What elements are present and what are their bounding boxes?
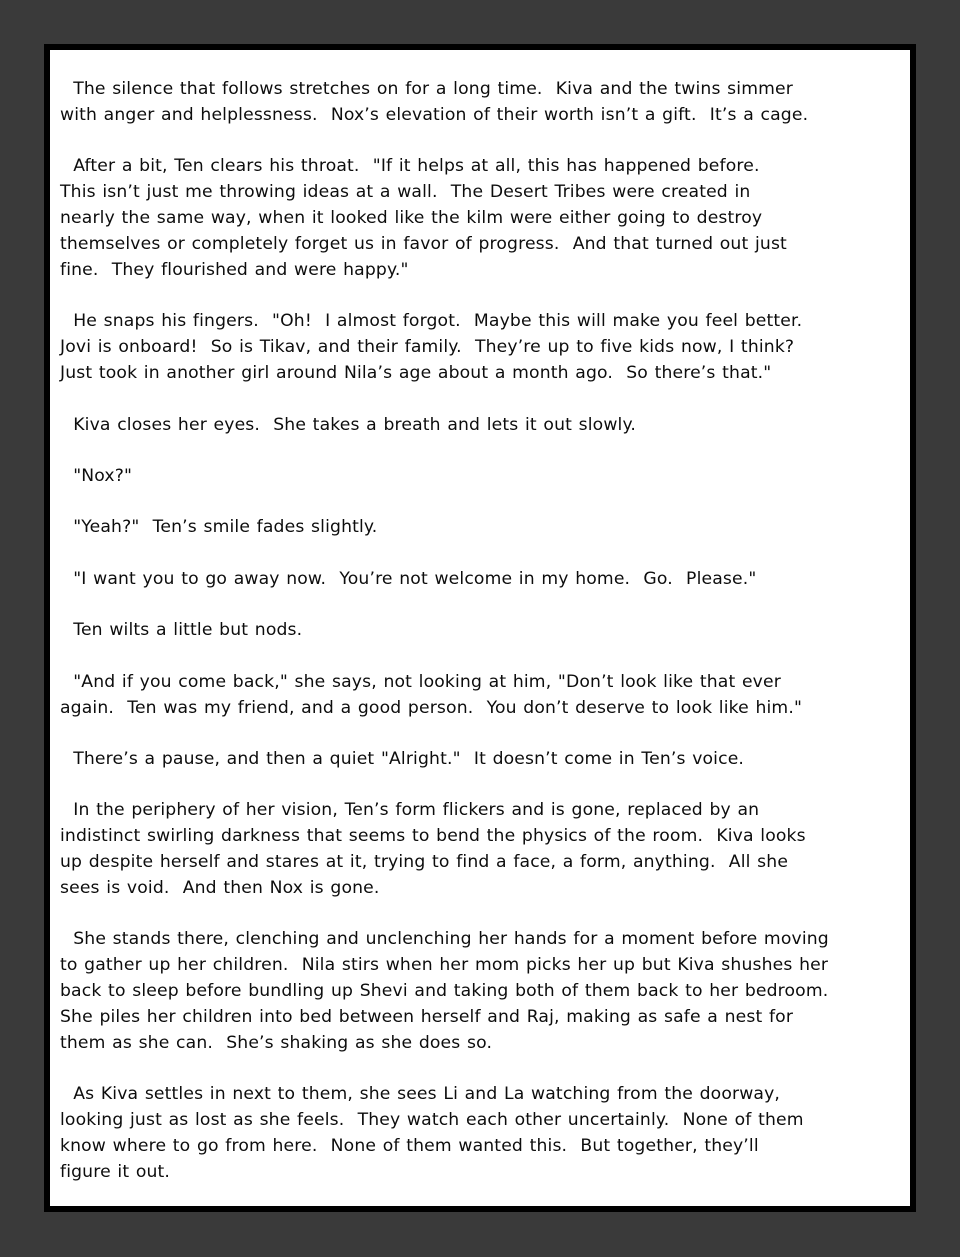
paragraph (60, 670, 902, 722)
text-line: back to sleep before bundling up Shevi and taking both of them back to her bedroom. (60, 981, 829, 1002)
text-line: to gather up her children. Nila stirs when her mom picks her up but Kiva shushes her (60, 955, 829, 976)
text-line: again. Ten was my friend, and a good person. You don’t deserve to look like him." (60, 697, 802, 718)
page-border (44, 44, 916, 1212)
text-line: up despite herself and stares at it, trying to find a face, a form, anything. All she (60, 852, 789, 873)
text-line: them as she can. She’s shaking as she does so. (60, 1033, 493, 1054)
paragraph (60, 927, 902, 1057)
text-line: He snaps his fingers. "Oh! I almost forgot. Maybe this will make you feel better. (60, 311, 803, 332)
paragraph (60, 464, 902, 490)
paragraph (60, 309, 902, 387)
paragraph (60, 798, 902, 902)
text-line: with anger and helplessness. Nox’s elevation of their worth isn’t a gift. It’s a cage. (60, 104, 809, 125)
paragraph (60, 567, 902, 593)
paragraph (60, 77, 902, 129)
paragraph (60, 618, 902, 644)
text-line: themselves or completely forget us in favor of progress. And that turned out just (60, 234, 787, 255)
text-line: "Nox?" (60, 465, 133, 486)
text-line: As Kiva settles in next to them, she sees Li and La watching from the doorway, (60, 1084, 781, 1105)
text-line: She piles her children into bed between herself and Raj, making as safe a nest for (60, 1007, 794, 1028)
text-line: "I want you to go away now. You’re not welcome in my home. Go. Please." (60, 568, 757, 589)
text-line: The silence that follows stretches on for a long time. Kiva and the twins simmer (60, 79, 793, 99)
text-line: fine. They flourished and were happy." (60, 259, 409, 280)
text-line: This isn’t just me throwing ideas at a wall. The Desert Tribes were created in (60, 182, 751, 203)
paragraph (60, 515, 902, 541)
text-line: She stands there, clenching and unclenching her hands for a moment before moving (60, 929, 829, 950)
text-line: know where to go from here. None of them wanted this. But together, they’ll (60, 1136, 759, 1157)
text-line: nearly the same way, when it looked like the kilm were either going to destroy (60, 208, 763, 229)
text-line: Ten wilts a little but nods. (60, 620, 303, 641)
text-line: In the periphery of her vision, Ten’s form flickers and is gone, replaced by an (60, 800, 760, 821)
text-line: figure it out. (60, 1162, 171, 1183)
paragraph (60, 1082, 902, 1186)
paragraph (60, 747, 902, 773)
text-line: "And if you come back," she says, not looking at him, "Don’t look like that ever (60, 671, 781, 692)
paragraph (60, 154, 902, 284)
text-line: "Yeah?" Ten’s smile fades slightly. (60, 517, 378, 538)
text-line: After a bit, Ten clears his throat. "If it helps at all, this has happened before. (60, 156, 760, 177)
text-line: sees is void. And then Nox is gone. (60, 878, 380, 899)
paragraph (60, 413, 902, 439)
text-line: Kiva closes her eyes. She takes a breath and lets it out slowly. (60, 414, 636, 435)
text-line: indistinct swirling darkness that seems to bend the physics of the room. Kiva looks (60, 826, 806, 847)
page-content (50, 50, 910, 1206)
text-line: Just took in another girl around Nila’s age about a month ago. So there’s that." (60, 363, 772, 384)
text-line: looking just as lost as she feels. They watch each other uncertainly. None of them (60, 1110, 804, 1131)
text-line: There’s a pause, and then a quiet "Alright." It doesn’t come in Ten’s voice. (60, 748, 745, 769)
text-line: Jovi is onboard! So is Tikav, and their family. They’re up to five kids now, I think? (60, 337, 795, 358)
